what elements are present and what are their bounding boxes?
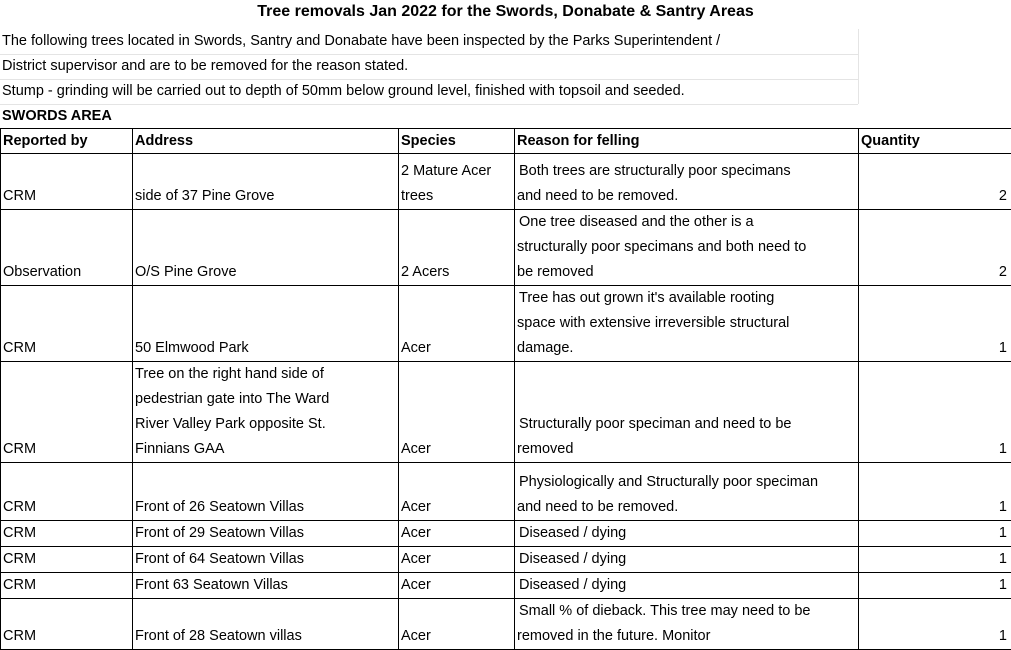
cell-species	[399, 463, 515, 521]
cell-address	[133, 573, 399, 599]
table-row	[1, 286, 1011, 362]
cell-address-line: pedestrian gate into The Ward	[135, 387, 396, 412]
cell-reason	[515, 362, 859, 463]
cell-address-line: Tree on the right hand side of	[135, 362, 396, 387]
cell-species-line: Acer	[401, 437, 512, 462]
cell-address-line: Front of 64 Seatown Villas	[135, 547, 396, 572]
cell-reported-by: CRM	[1, 463, 133, 521]
cell-reported-by: Observation	[1, 210, 133, 286]
cell-species-line: Acer	[401, 547, 512, 572]
cell-species-line: Acer	[401, 521, 512, 546]
cell-reported-by: CRM	[1, 599, 133, 650]
cell-address	[133, 599, 399, 650]
cell-reason-line: Tree has out grown it's available rooting	[517, 286, 856, 311]
cell-reported-by: CRM	[1, 573, 133, 599]
cell-reason	[515, 286, 859, 362]
cell-quantity: 1	[859, 547, 1011, 573]
cell-quantity: 1	[859, 463, 1011, 521]
cell-reason-line: Physiologically and Structurally poor speciman	[517, 470, 856, 495]
cell-reason-line: removed	[517, 437, 856, 462]
cell-reason-line: Small % of dieback. This tree may need to be	[517, 599, 856, 624]
cell-reported-by: CRM	[1, 521, 133, 547]
cell-species	[399, 154, 515, 210]
cell-address-line: Finnians GAA	[135, 437, 396, 462]
cell-reason-line: One tree diseased and the other is a	[517, 210, 856, 235]
cell-reason-line: damage.	[517, 336, 856, 361]
cell-reason	[515, 521, 859, 547]
table-body	[1, 154, 1011, 650]
cell-species	[399, 521, 515, 547]
table-row	[1, 599, 1011, 650]
cell-reason-line: structurally poor specimans and both need to	[517, 235, 856, 260]
cell-species	[399, 547, 515, 573]
table-row	[1, 463, 1011, 521]
intro-line-2: District supervisor and are to be removed for the reason stated.	[0, 54, 858, 80]
cell-species	[399, 362, 515, 463]
cell-quantity: 1	[859, 362, 1011, 463]
header-quantity: Quantity	[859, 129, 1011, 154]
cell-reason-line: Diseased / dying	[517, 547, 856, 572]
cell-reason-line: removed in the future. Monitor	[517, 624, 856, 649]
cell-species-line: Acer	[401, 624, 512, 649]
table-row	[1, 573, 1011, 599]
table-row	[1, 210, 1011, 286]
cell-address	[133, 463, 399, 521]
cell-address	[133, 210, 399, 286]
section-heading: SWORDS AREA	[0, 104, 132, 128]
cell-reason-line: space with extensive irreversible structural	[517, 311, 856, 336]
cell-address-line: Front of 29 Seatown Villas	[135, 521, 396, 546]
sheet-title: Tree removals Jan 2022 for the Swords, Donabate & Santry Areas	[0, 0, 1011, 26]
intro-line-3: Stump - grinding will be carried out to depth of 50mm below ground level, finished with topsoil and seeded.	[0, 79, 858, 105]
cell-address-line: 50 Elmwood Park	[135, 336, 396, 361]
cell-reason-line: Diseased / dying	[517, 573, 856, 598]
cell-species	[399, 599, 515, 650]
cell-reason-line: be removed	[517, 260, 856, 285]
cell-reason	[515, 154, 859, 210]
cell-address-line: Front of 28 Seatown villas	[135, 624, 396, 649]
table-row	[1, 521, 1011, 547]
cell-species-line: Acer	[401, 573, 512, 598]
cell-species-line: Acer	[401, 495, 512, 520]
table-row	[1, 154, 1011, 210]
cell-address	[133, 362, 399, 463]
cell-reason-line: and need to be removed.	[517, 495, 856, 520]
cell-address-line: River Valley Park opposite St.	[135, 412, 396, 437]
cell-reported-by: CRM	[1, 362, 133, 463]
header-reported-by: Reported by	[1, 129, 133, 154]
cell-reason	[515, 463, 859, 521]
cell-reason	[515, 210, 859, 286]
removals-table	[0, 128, 1011, 650]
cell-reported-by: CRM	[1, 286, 133, 362]
cell-species-line: trees	[401, 184, 512, 209]
cell-reported-by: CRM	[1, 154, 133, 210]
cell-quantity: 2	[859, 210, 1011, 286]
cell-reason-line: and need to be removed.	[517, 184, 856, 209]
cell-quantity: 2	[859, 154, 1011, 210]
cell-address	[133, 154, 399, 210]
cell-reason-line: Structurally poor speciman and need to be	[517, 412, 856, 437]
cell-species	[399, 210, 515, 286]
cell-species-line: 2 Acers	[401, 260, 512, 285]
header-species: Species	[399, 129, 515, 154]
cell-address-line: side of 37 Pine Grove	[135, 184, 396, 209]
cell-quantity: 1	[859, 573, 1011, 599]
cell-quantity: 1	[859, 521, 1011, 547]
table-row	[1, 362, 1011, 463]
header-reason: Reason for felling	[515, 129, 859, 154]
cell-address	[133, 286, 399, 362]
cell-reported-by: CRM	[1, 547, 133, 573]
cell-reason	[515, 599, 859, 650]
intro-empty-cell	[858, 29, 1011, 104]
cell-address	[133, 521, 399, 547]
table-row	[1, 547, 1011, 573]
cell-quantity: 1	[859, 286, 1011, 362]
header-row	[1, 129, 1011, 154]
cell-species-line: Acer	[401, 336, 512, 361]
cell-reason-line: Diseased / dying	[517, 521, 856, 546]
cell-species	[399, 286, 515, 362]
cell-address-line: Front of 26 Seatown Villas	[135, 495, 396, 520]
cell-address-line: Front 63 Seatown Villas	[135, 573, 396, 598]
cell-address	[133, 547, 399, 573]
header-address: Address	[133, 129, 399, 154]
cell-species-line: 2 Mature Acer	[401, 159, 512, 184]
cell-species	[399, 573, 515, 599]
cell-reason-line: Both trees are structurally poor specimans	[517, 159, 856, 184]
intro-line-1: The following trees located in Swords, Santry and Donabate have been inspected by the Parks Superintendent /	[0, 29, 858, 55]
cell-quantity: 1	[859, 599, 1011, 650]
cell-reason	[515, 573, 859, 599]
cell-reason	[515, 547, 859, 573]
cell-address-line: O/S Pine Grove	[135, 260, 396, 285]
